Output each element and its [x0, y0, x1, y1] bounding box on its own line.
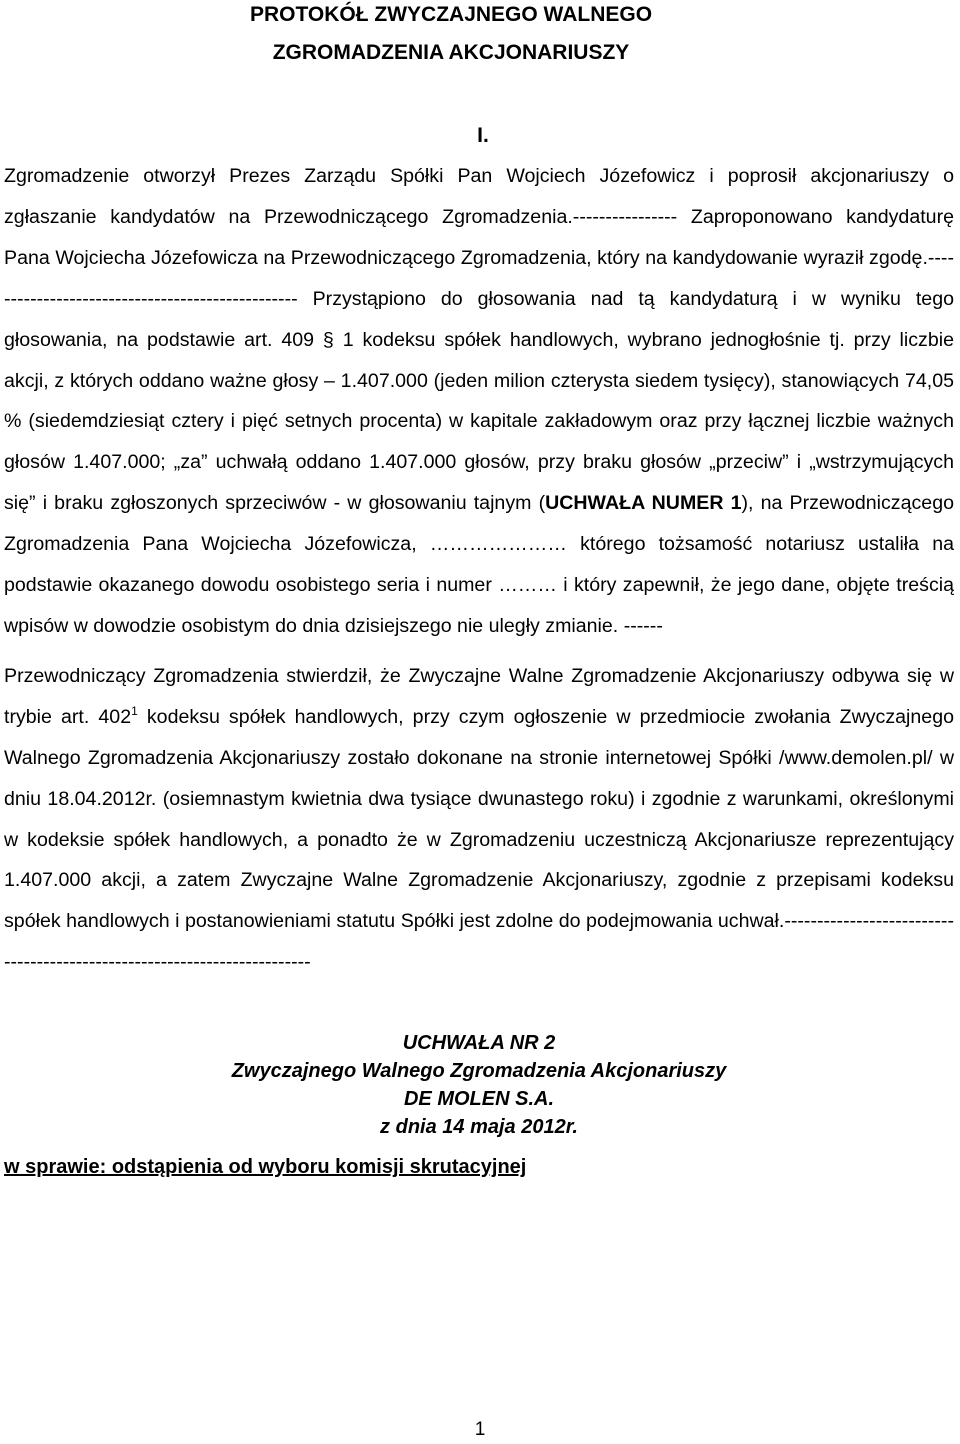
document-page — [4, 0, 954, 1181]
resolution-body-name: Zwyczajnego Walnego Zgromadzenia Akcjonariuszy — [231, 1060, 727, 1083]
resolution-reference: UCHWAŁA NUMER 1 — [545, 492, 742, 515]
section-number: I. — [477, 124, 489, 147]
resolution-title: UCHWAŁA NR 2 — [402, 1032, 556, 1055]
resolution-date: z dnia 14 maja 2012r. — [380, 1116, 578, 1139]
paragraph-meeting-validity — [4, 656, 954, 983]
paragraph-text: Przewodniczący Zgromadzenia stwierdził, że Zwyczajne Walne Zgromadzenie Akcjonariuszy odbywa się w trybie art. 402 — [4, 664, 954, 728]
paragraph-text: kodeksu spółek handlowych, przy czym ogłoszenie w przedmiocie zwołania Zwyczajnego Walnego Zgromadzenia Akcjonariuszy zostało dokonane na stronie internetowej Spółki /www.demolen.pl/ w dniu 18.04.2012r. (osiemnastym kwietnia dwa tysiące dwunastego roku) i zgodnie z warunkami, określonymi w kodeksie spółek handlowych, a ponadto że w Zgromadzeniu uczestniczą Akcjonariusze reprezentujący 1.407.000 akcji, a zatem Zwyczajne Walne Zgromadzenie Akcjonariuszy, zgodnie z przepisami kodeksu spółek handlowych i postanowieniami statutu Spółki jest zdolne do podejmowania uchwał.------------------------------------------------------------------------- — [4, 705, 954, 974]
resolution-subject: w sprawie: odstąpienia od wyboru komisji skrutacyjnej — [4, 1156, 527, 1179]
paragraph-text: ), na Przewodniczącego Zgromadzenia Pana Wojciecha Józefowicza, ………………… którego tożsamość notariusz ustaliła na podstawie okazanego dowodu osobistego seria i numer ……… i który zapewnił, że jego dane, objęte treścią wpisów w dowodzie osobistym do dnia dzisiejszego nie uległy zmianie. ------ — [4, 492, 954, 637]
page-number: 1 — [474, 1419, 486, 1440]
paragraph-chairman-election — [4, 156, 954, 647]
resolution-company: DE MOLEN S.A. — [403, 1088, 554, 1111]
resolution-heading — [4, 1029, 954, 1141]
paragraph-text: Zgromadzenie otworzył Prezes Zarządu Spółki Pan Wojciech Józefowicz i poprosił akcjonariuszy o zgłaszanie kandydatów na Przewodniczącego Zgromadzenia.---------------- Zaproponowano kandydaturę Pana Wojciecha Józefowicza na Przewodniczącego Zgromadzenia, który na kandydowanie wyraził zgodę.------------------------------------------------- Przystąpiono do głosowania nad tą kandydaturą i w wyniku tego głosowania, na podstawie art. 409 § 1 kodeksu spółek handlowych, wybrano jednogłośnie tj. przy liczbie akcji, z których oddano ważne głosy – 1.407.000 (jeden milion czterysta siedem tysięcy), stanowiących 74,05 % (siedemdziesiąt cztery i pięć setnych procenta) w kapitale zakładowym oraz przy łącznej liczbie ważnych głosów 1.407.000; „za” uchwałą oddano 1.407.000 głosów, przy braku głosów „przeciw” i „wstrzymujących się” i braku zgłoszonych sprzeciwów - w głosowaniu tajnym ( — [4, 165, 954, 515]
document-title-line-1: PROTOKÓŁ ZWYCZAJNEGO WALNEGO — [249, 3, 653, 26]
article-superscript: 1 — [131, 703, 138, 718]
document-title-line-2: ZGROMADZENIA AKCJONARIUSZY — [272, 41, 630, 64]
